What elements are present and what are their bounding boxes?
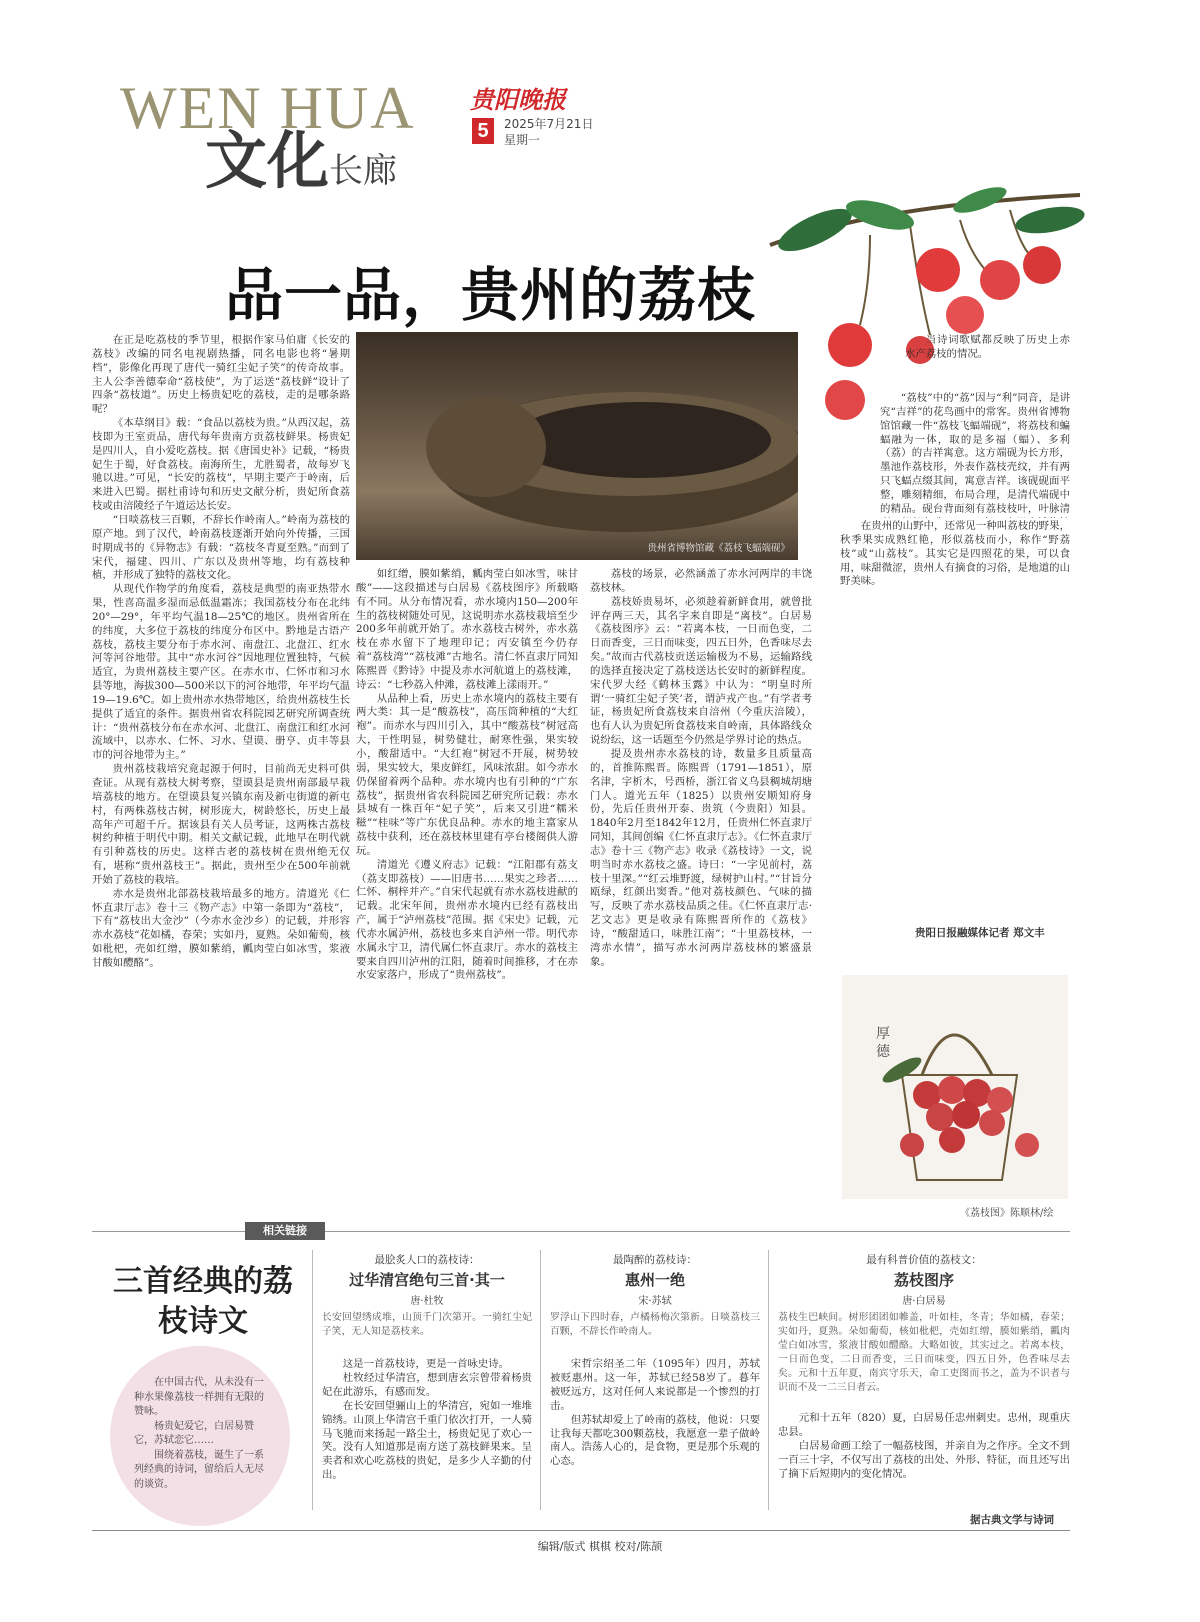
byline: 贵阳日报融媒体记者 郑文丰 <box>915 927 1045 939</box>
poem-title: 荔枝图序 <box>893 1271 954 1289</box>
article-paragraph: 在正是吃荔枝的季节里，根据作家马伯庸《长安的荔枝》改编的同名电视剧热播，同名电影也将“暑期档”，影像化再现了唐代一骑红尘妃子笑”的传奇故事。主人公李善德奉命“荔枝使”，为了运送“荔枝鲜”设计了四条“荔枝道”。历史上杨贵妃吃的荔枝，走的是哪条路呢？ <box>92 334 350 416</box>
inkstone-image <box>356 332 798 560</box>
date-text: 2025年7月21日 <box>504 117 594 131</box>
section-subtitle: 长廊 <box>329 151 398 191</box>
poem-body: 长安回望绣成堆，山顶千门次第开。一骑红尘妃子笑，无人知是荔枝来。 <box>322 1312 532 1337</box>
column-divider <box>768 1250 769 1510</box>
headline: 品一品，贵州的荔枝 <box>225 261 757 329</box>
section-divider <box>92 1231 1070 1232</box>
poem-intro: 最脍炙人口的荔枝诗： <box>374 1254 480 1266</box>
issue-date <box>504 116 593 148</box>
article-column-4-mid <box>880 392 1070 518</box>
poem-author: 宋·苏轼 <box>638 1296 672 1307</box>
intro-paragraph: 杨贵妃爱它，白居易赞它，苏轼恋它…… <box>134 1420 254 1446</box>
commentary-paragraph: 杜牧经过华清宫，想到唐玄宗曾带着杨贵妃在此游乐，有感而发。 <box>322 1371 532 1398</box>
poem-intro: 最有科普价值的荔枝文： <box>866 1254 982 1266</box>
article-column-4 <box>840 520 1070 915</box>
article-column-4-top <box>905 334 1070 394</box>
poem-body: 荔枝生巴峡间。树形团团如帷盖，叶如桂，冬青；华如橘，春荣；实如丹，夏熟。朵如葡萄，核如枇杷，壳如红缯，膜如紫绡，瓤肉莹白如冰雪，浆液甘酸如醴酪。大略如彼，其实过之。若离本枝，一日而色变，二日而香变，三日而味变，四五日外，色香味尽去矣。元和十五年夏，南宾守乐天，命工吏图而书之，盖为不识者与识而不及一二三日者云。 <box>778 1312 1070 1393</box>
weekday-text: 星期一 <box>504 133 541 147</box>
page-number: 5 <box>472 118 494 144</box>
section-title <box>205 124 398 197</box>
poem-commentary-3 <box>778 1412 1070 1508</box>
painting-caption: 《荔枝图》陈顺林/绘 <box>960 1208 1054 1219</box>
lychee-painting <box>842 975 1068 1199</box>
article-paragraph: “荔枝”中的“荔”因与“利”同音，是讲究“吉祥”的花鸟画中的常客。贵州省博物馆馆藏一件“荔枝飞蝠端砚”，将荔枝和蝙蝠融为一体，取的是多福（蝠）、多利（荔）的吉祥寓意。这方端砚为长方形，墨池作荔枝形，外表作荔枝壳纹，并有两只飞蝠点缀其间，寓意吉祥。该砚砚面平整，雕刻精细，布局合理，是清代端砚中的精品。砚台背面刻有荔枝枝叶，叶脉清 <box>880 392 1070 515</box>
commentary-paragraph: 这是一首荔枝诗，更是一首咏史诗。 <box>342 1358 510 1370</box>
article-paragraph: 贵州荔枝栽培究竟起源于何时，目前尚无史料可供查证。从现有荔枝大树考察，望谟县是贵州南部最早栽培荔枝的地方。在望谟县复兴镇东南及新屯街道的新屯村，有两株荔枝古树，树形庞大，树龄悠长，历史上最高年产可超千斤。据该县有关人员考证，这两株古荔枝树约种植于明代中期。相关文献记载，此地早在明代就有引种荔枝的历史。这样古老的荔枝树在贵州绝无仅有，堪称“贵州荔枝王”。据此，贵州至少在500年前就开始了荔枝的栽培。 <box>92 763 350 886</box>
section-title-cn: 文化 <box>205 124 330 197</box>
article-paragraph: 提及贵州赤水荔枝的诗，数量多且质量高的，首推陈熙晋。陈熙晋（1791—1851），原名津，字析木，号西桥，浙江省义乌县稠城胡塘门人。道光五年（1825）以贵州安顺知府身份，先后任贵州开泰、贵筑（今贵阳）知县。1840年2月至1842年12月，任贵州仁怀直隶厅同知，其间创编《仁怀直隶厅志》。《仁怀直隶厅志》卷十三《物产志》收录《荔枝诗》一文，说明当时赤水荔枝之盛。诗曰：“一字见前村，荔枝十里深。”“红云堆野渡，绿树护山村。”“甘旨分瓯绿，红颜出窦香。”他对荔枝颜色、气味的描写，反映了赤水荔枝品质之佳。《仁怀直隶厅志·艺文志》更是收录有陈熙晋所作的《荔枝》诗，“酸甜适口，味胜江南”；“十里荔枝林，一湾赤水情”，描写赤水河两岸荔枝林的繁盛景象。 <box>590 747 812 968</box>
intro-paragraph: 在中国古代，从未没有一种水果像荔枝一样拥有无限的赞咏。 <box>134 1377 264 1417</box>
article-paragraph: 《本草纲目》载：“食品以荔枝为贵。”从西汉起，荔枝即为王室贡品，唐代每年贵南方贡荔枝鲜果。杨贵妃是四川人，自小爱吃荔枝。据《唐国史补》记载，“杨贵妃生于蜀，好食荔枝。南海所生，尤胜蜀者，故每岁飞驰以进。”可见，“长安的荔枝”，早期主要产于岭南，后来进入巴蜀。据杜甫诗句和历史文献分析，贵妃所食荔枝或由涪陵经子午道运达长安。 <box>92 417 350 513</box>
poem-intro: 最陶醉的荔枝诗： <box>613 1254 697 1266</box>
poem-title: 过华清宫绝句三首·其一 <box>349 1271 505 1289</box>
column-divider <box>312 1250 313 1510</box>
poem-block-3 <box>778 1252 1070 1395</box>
photo-caption: 贵州省博物馆藏《荔枝飞蝠端砚》 <box>647 543 790 554</box>
poem-block-1 <box>322 1252 532 1339</box>
editor-credits: 编辑/版式 棋棋 校对/陈颉 <box>537 1540 663 1553</box>
commentary-paragraph: 在长安回望骊山上的华清宫，宛如一堆堆锦绣。山顶上华清宫千重门依次打开，一人骑马飞驰而来扬起一路尘土，杨贵妃见了欢心一笑。没有人知道那是南方送了荔枝鲜果来。呈卖者和欢心吃荔枝的贵妃，是多少人辛勤的付出。 <box>322 1399 532 1482</box>
article-paragraph: 从品种上看，历史上赤水境内的荔枝主要有两大类：其一是“酸荔枝”，高压筒种植的“大红袍”。而赤水与四川引入，其中“酸荔枝”树冠高大，干性明显，树势健壮，耐寒性强，果实较小，酸甜适中。“大红袍”树冠不开展，树势较弱，果实较大，果皮鲜红，风味浓甜。如今赤水仍保留着两个品种。赤水境内也有引种的“广东荔枝”，据贵州省农科院园艺研究所记载：赤水县城有一株百年“妃子笑”，后来又引进“糯米糍”“桂味”等广东优良品种。赤水的地主富家从荔枝中获利，还在荔枝林里建有亭台楼阁供人游玩。 <box>356 692 578 857</box>
article-paragraph: 在贵州的山野中，还常见一种叫荔枝的野果，秋季果实成熟红艳，形似荔枝而小，称作“野荔枝”或“山荔枝”。其实它是四照花的果，可以食用，味甜微涩，贵州人有摘食的习俗，是地道的山野美味。 <box>840 520 1070 588</box>
poem-commentary-1 <box>322 1358 532 1508</box>
footer-divider <box>92 1530 1070 1531</box>
commentary-paragraph: 白居易命画工绘了一幅荔枝图，并亲自为之作序。全文不到一百三十字，不仅写出了荔枝的出处、外形、特征，而且还写出了摘下后短期内的变化情况。 <box>778 1439 1070 1480</box>
poem-title: 惠州一绝 <box>624 1271 685 1289</box>
commentary-paragraph: 宋哲宗绍圣二年（1095年）四月，苏轼被贬惠州。这一年，苏轼已经58岁了。暮年被贬远方，这对任何人来说都是一个惨烈的打击。 <box>550 1358 760 1412</box>
article-paragraph: 当诗词歌赋都反映了历史上赤水产荔枝的情况。 <box>905 334 1070 360</box>
article-paragraph: 从现代作物学的角度看，荔枝是典型的南亚热带水果，性喜高温多湿而忌低温霜冻；我国荔枝分布在北纬20°—29°，年平均气温18—25℃的地区。贵州省所在的纬度，大多位于荔枝的纬度分布区中。黔地是古语产荔枝，荔枝主要分布于赤水河、南盘江、北盘江、红水河等河谷地带。其中“赤水河谷”因地理位置独特，气候适宜，为贵州荔枝主要产区。在赤水市、仁怀市和习水县等地，海拔300—500米以下的河谷地带，年平均气温19—19.6℃。如上贵州赤水热带地区，给贵州荔枝生长提供了适宜的条件。据贵州省农科院园艺研究所调查统计：“贵州荔枝分布在赤水河、北盘江、南盘江和红水河流域中，以赤水、仁怀、习水、望谟、册亨、贞丰等县市的河谷地带为主。” <box>92 583 350 762</box>
article-paragraph: “日啖荔枝三百颗，不辞长作岭南人。”岭南为荔枝的原产地。到了汉代，岭南荔枝逐渐开始向外传播，三国时期成书的《异物志》有载：“荔枝冬青夏至熟。”而到了宋代，福建、四川、广东以及贵州等地，均有荔枝种植，并形成了独特的荔枝文化。 <box>92 513 350 582</box>
section-title-latin: WEN HUA <box>120 75 416 141</box>
article-paragraph: 赤水是贵州北部荔枝栽培最多的地方。清道光《仁怀直隶厅志》卷十三《物产志》中第一条即为“荔枝”，下有“荔枝出大金沙”（今赤水金沙乡）的记载，并形容赤水荔枝“花如橘，春荣；实如丹，夏熟。朵如葡萄，核如枇杷，壳如红缯，膜如紫绡，瓤肉莹白如冰雪，浆液甘酸如醴酪”。 <box>92 887 350 969</box>
poem-author: 唐·杜牧 <box>410 1296 444 1307</box>
inkstone-photo <box>356 332 798 560</box>
related-links-tag: 相关链接 <box>245 1222 325 1240</box>
painting-seal: 厚德 <box>876 1026 890 1060</box>
poem-body: 罗浮山下四时春，卢橘杨梅次第新。日啖荔枝三百颗，不辞长作岭南人。 <box>550 1312 760 1337</box>
newspaper-masthead: 贵阳晚报 <box>470 85 566 114</box>
column-divider <box>540 1250 541 1510</box>
article-paragraph: 清道光《遵义府志》记载：“江阳郡有荔支（荔支即荔枝）——旧唐书……果实之珍者……仁怀、桐梓并产。”自宋代起就有赤水荔枝进献的记载。北宋年间，贵州赤水境内已经有荔枝出产，属于“泸州荔枝”范围。据《宋史》记载，元代赤水属泸州，荔枝也多来自泸州一带。明代赤水属永宁卫，清代属仁怀直隶厅。赤水的荔枝主要来自四川泸州的江阳，随着时间推移，才在赤水安家落户，形成了“贵州荔枝”。 <box>356 858 578 982</box>
intro-paragraph: 围绕着荔枝，诞生了一系列经典的诗词，留给后人无尽的谈资。 <box>134 1449 264 1490</box>
poem-block-2 <box>550 1252 760 1339</box>
source-note: 据古典文学与诗词 <box>970 1514 1054 1526</box>
article-paragraph: 荔枝娇贵易坏，必须趁着新鲜食用，就曾批评存两三天，其名字来自即是“离枝”。白居易《荔枝图序》云：“若离本枝，一日而色变，二日而香变，三日而味变，四五日外，色香味尽去矣。”故而古代荔枝贡送运输极为不易，运输路线的选择直接决定了荔枝送达长安时的新鲜程度。宋代罗大经《鹤林玉露》中认为：“明皇时所谓‘一骑红尘妃子笑’者，谓泸戎产也。”有学者考证，杨贵妃所食荔枝来自涪州（今重庆涪陵），也有人认为贵妃所食荔枝来自岭南，具体路线众说纷纭，这一话题至今仍然是学界讨论的热点。 <box>590 595 812 747</box>
painting-image <box>842 975 1068 1199</box>
article-paragraph: 如红缯，膜如紫绡，瓤肉莹白如冰雪，味甘酸”——这段描述与白居易《荔枝图序》所载略有不同。从分布情况看，赤水境内150—200年生的荔枝树随处可见，这说明赤水荔枝栽培至少200多年前就开始了。赤水荔枝古树外，赤水荔枝在赤水留下了地理印记；丙安镇至今仍存着“荔枝湾”“荔枝滩”古地名。清仁怀直隶厅同知陈熙晋《黔诗》中提及赤水河航道上的荔枝滩，诗云：“七秒荔入仲滩，荔枝滩上漾雨开。” <box>356 568 578 691</box>
poem-author: 唐·白居易 <box>902 1296 946 1307</box>
intro-text <box>134 1376 270 1492</box>
commentary-paragraph: 元和十五年（820）夏，白居易任忠州刺史。忠州，现重庆忠县。 <box>778 1412 1070 1438</box>
commentary-paragraph: 但苏轼却爱上了岭南的荔枝，他说：只要让我每天都吃300颗荔枝，我愿意一辈子做岭南人。浩荡人心的，是食物，更是那个乐观的心态。 <box>550 1413 760 1468</box>
poem-commentary-2 <box>550 1358 760 1508</box>
related-title: 三首经典的荔枝诗文 <box>113 1264 293 1339</box>
article-paragraph: 荔枝的场景，必然涵盖了赤水河两岸的丰饶荔枝林。 <box>590 568 812 594</box>
